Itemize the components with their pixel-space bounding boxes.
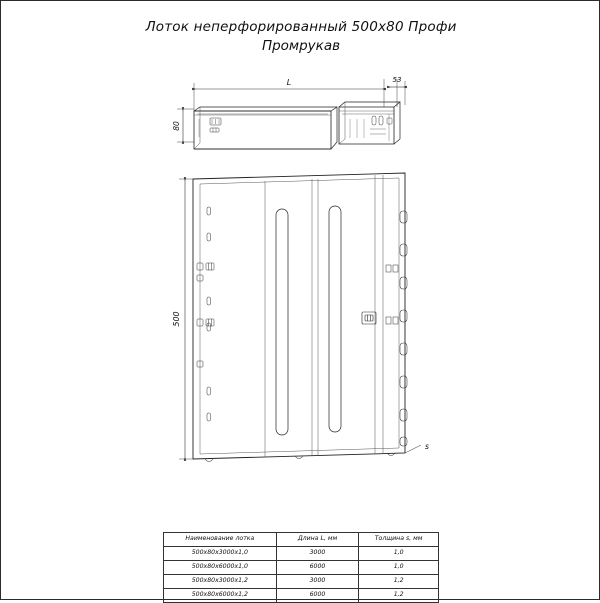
cell-name: 500х80х3000х1,0 [164,547,277,561]
table-row [164,589,439,603]
cell-length: 3000 [276,547,359,561]
table-header-thickness: Толщина s, мм [359,533,439,547]
dim-side-label: 53 [392,76,402,84]
dim-height-label: 80 [172,121,181,131]
dim-width-label: 500 [172,311,181,327]
cell-name: 500х80х3000х1,2 [164,575,277,589]
cell-thickness: 1,0 [359,547,439,561]
cell-length: 3000 [276,575,359,589]
cell-length: 6000 [276,561,359,575]
cell-name: 500х80х6000х1,2 [164,589,277,603]
cell-length: 6000 [276,589,359,603]
dim-thickness-label: s [425,442,429,451]
cell-thickness: 1,2 [359,575,439,589]
specification-table [163,532,439,603]
dim-length-label: L [286,78,292,87]
table-header-length: Длина L, мм [276,533,359,547]
table-row [164,561,439,575]
title-line-2: Промрукав [261,38,341,54]
title-line-1: Лоток неперфорированный 500х80 Профи [145,19,457,35]
table-row [164,547,439,561]
table-row [164,575,439,589]
cell-name: 500х80х6000х1,0 [164,561,277,575]
cell-thickness: 1,0 [359,561,439,575]
table-header-row [164,533,439,547]
technical-drawing [1,1,600,601]
cell-thickness: 1,2 [359,589,439,603]
table-header-name: Наименование лотка [164,533,277,547]
